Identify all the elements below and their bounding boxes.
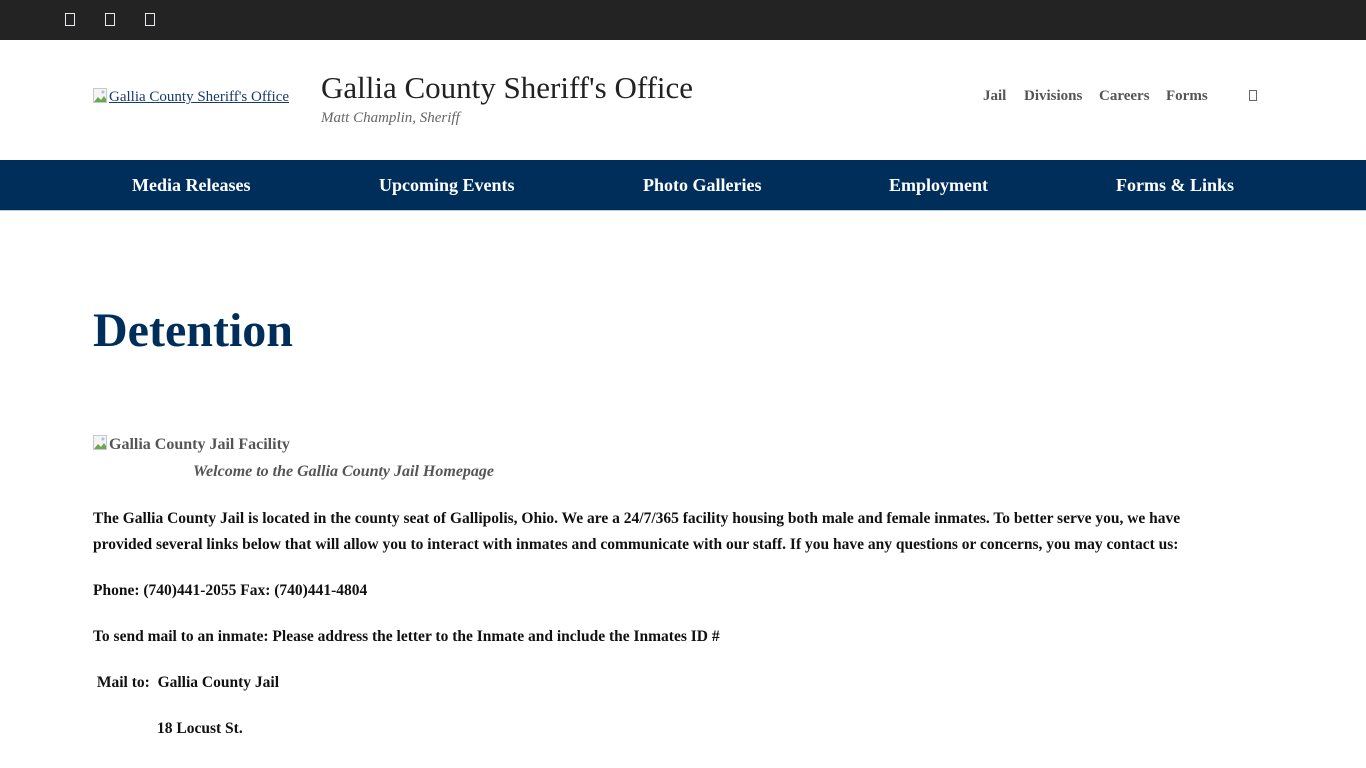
util-nav-forms[interactable]: Forms [1166,88,1208,104]
nav-photo-galleries[interactable]: Photo Galleries [643,175,762,195]
site-header [0,40,1366,160]
nav-employment[interactable]: Employment [889,175,988,195]
site-tagline: Matt Champlin, Sheriff [321,110,460,126]
nav-media-releases[interactable]: Media Releases [132,175,251,195]
util-nav-careers[interactable]: Careers [1099,88,1150,104]
util-nav-divisions[interactable]: Divisions [1024,88,1083,104]
social-icon-1[interactable] [65,13,75,26]
address-line-1: 18 Locust St. [157,720,243,737]
logo-alt-text: Gallia County Sheriff's Office [109,89,290,105]
top-social-bar [0,0,1366,40]
welcome-caption: Welcome to the Gallia County Jail Homepage [193,463,495,480]
nav-upcoming-events[interactable]: Upcoming Events [379,175,515,195]
mail-instructions: To send mail to an inmate: Please address the letter to the Inmate and include the Inmates ID # [93,628,720,645]
social-icon-2[interactable] [105,13,115,26]
intro-line-1: The Gallia County Jail is located in the county seat of Gallipolis, Ohio. We are a 24/7/365 facility housing both male and female inmates. To better serve you, we have [93,510,1181,527]
social-icon-3[interactable] [145,13,155,26]
mail-to: Mail to: Gallia County Jail [93,674,279,691]
broken-image-icon [93,88,109,104]
page-title: Detention [93,304,293,357]
site-logo-link[interactable] [93,89,289,106]
util-nav-jail[interactable]: Jail [983,88,1007,104]
broken-image-icon [93,435,109,451]
nav-forms-links[interactable]: Forms & Links [1116,175,1235,195]
facility-image-alt: Gallia County Jail Facility [109,436,290,453]
intro-line-2: provided several links below that will allow you to interact with inmates and communicate with our staff. If you have any questions or concerns, you may contact us: [93,536,1179,553]
phone-fax: Phone: (740)441-2055 Fax: (740)441-4804 [93,582,368,599]
main-nav [0,160,1366,211]
site-title[interactable]: Gallia County Sheriff's Office [321,70,694,105]
facility-image [93,436,290,454]
search-icon[interactable] [1249,90,1257,101]
